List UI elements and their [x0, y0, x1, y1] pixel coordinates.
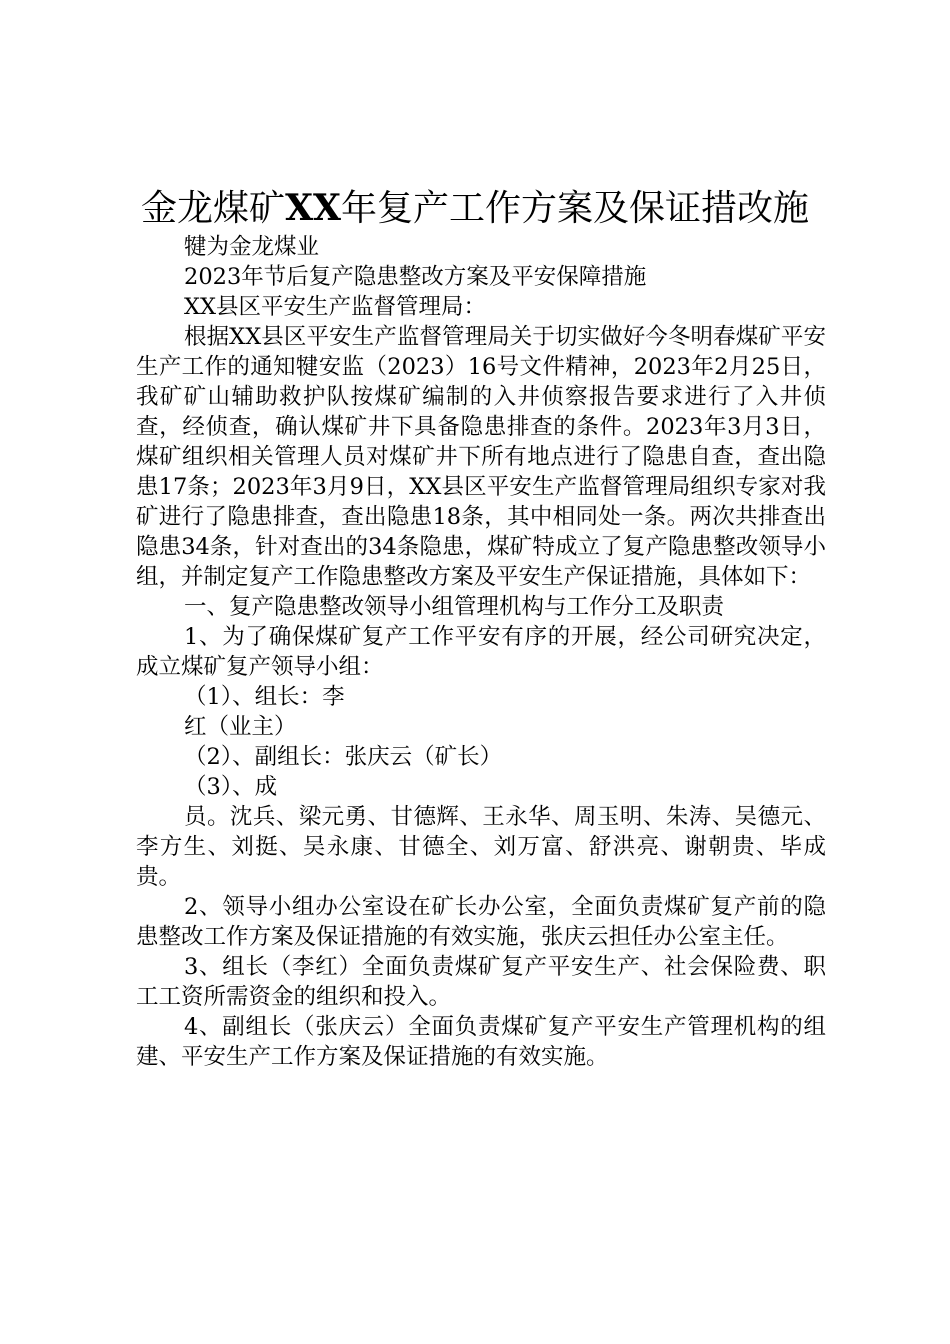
document-title	[0, 180, 950, 237]
members-list: 员。沈兵、梁元勇、甘德辉、王永华、周玉明、朱涛、吴德元、李方生、刘挺、吴永康、甘德全、刘万富、舒洪亮、谢朝贵、毕成贵。	[136, 804, 826, 890]
document-body	[136, 232, 826, 1072]
title-part-1: 金龙煤矿	[141, 188, 286, 229]
item-2: 2、领导小组办公室设在矿长办公室，全面负责煤矿复产前的隐患整改工作方案及保证措施的有效实施，张庆云担任办公室主任。	[136, 894, 826, 950]
deputy-leader-line: （2）、副组长：张庆云（矿长）	[184, 744, 503, 770]
leader-line: （1）、组长：李	[184, 684, 345, 710]
intro-paragraph: 根据XX县区平安生产监督管理局关于切实做好今冬明春煤矿平安生产工作的通知犍安监（2023）16号文件精神，2023年2月25日，我矿矿山辅助救护队按煤矿编制的入井侦察报告要求进行了入井侦查，经侦查，确认煤矿井下具备隐患排查的条件。2023年3月3日，煤矿组织相关管理人员对煤矿井下所有地点进行了隐患自查，查出隐患17条；2023年3月9日，XX县区平安生产监督管理局组织专家对我矿进行了隐患排查，查出隐患18条，其中相同处一条。两次共排查出隐患34条，针对查出的34条隐患，煤矿特成立了复产隐患整改领导小组，并制定复产工作隐患整改方案及平安生产保证措施，具体如下：	[136, 324, 826, 590]
company-name: 犍为金龙煤业	[184, 234, 320, 260]
addressee: XX县区平安生产监督管理局：	[184, 294, 487, 320]
title-part-bold: XX	[285, 187, 341, 229]
section-heading-1: 一、复产隐患整改领导小组管理机构与工作分工及职责	[184, 594, 725, 620]
members-line: （3）、成	[184, 774, 278, 800]
subtitle: 2023年节后复产隐患整改方案及平安保障措施	[184, 264, 647, 290]
item-4: 4、副组长（张庆云）全面负责煤矿复产平安生产管理机构的组建、平安生产工作方案及保证措施的有效实施。	[136, 1014, 826, 1070]
title-part-2: 年复产工作方案及保证措改施	[340, 188, 809, 229]
item-1: 1、为了确保煤矿复产工作平安有序的开展，经公司研究决定，成立煤矿复产领导小组：	[136, 624, 826, 680]
leader-line-cont: 红（业主）	[184, 714, 297, 740]
item-3: 3、组长（李红）全面负责煤矿复产平安生产、社会保险费、职工工资所需资金的组织和投入。	[136, 954, 826, 1010]
